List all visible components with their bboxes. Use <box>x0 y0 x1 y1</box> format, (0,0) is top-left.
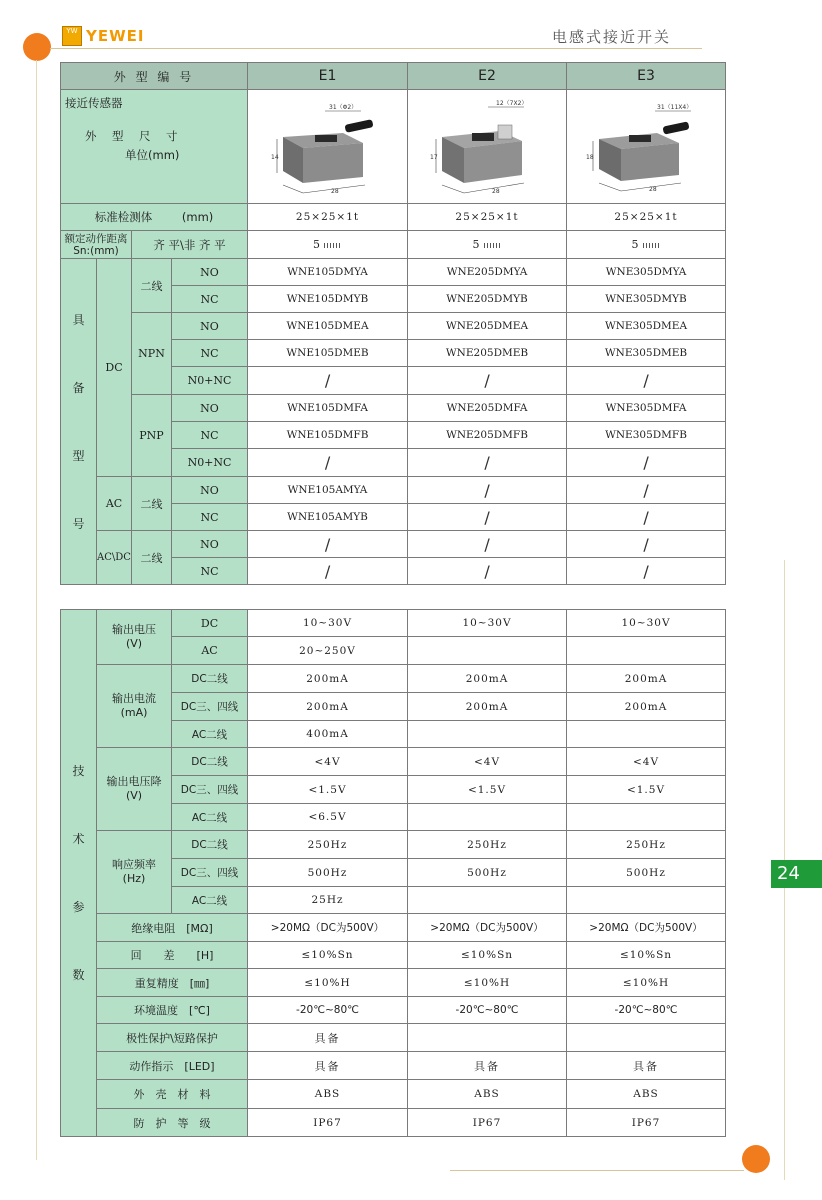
output-type: NC <box>172 286 248 313</box>
rated-distance-row <box>61 231 726 259</box>
output-type: NC <box>172 558 248 585</box>
value-cell: <1.5V <box>408 776 567 804</box>
model-cell: WNE105DMFB <box>248 422 408 449</box>
sensor-image-e2 <box>408 90 567 204</box>
model-cell: WNE205DMFA <box>408 395 567 422</box>
output-type: NO <box>172 477 248 504</box>
tech-spec-table <box>60 609 726 1137</box>
value-cell: <4V <box>408 748 567 776</box>
header-rule <box>50 48 702 49</box>
value-cell: <4V <box>567 748 726 776</box>
table-row <box>61 1052 726 1080</box>
model-cell: WNE305DMYB <box>567 286 726 313</box>
available-models-label <box>61 259 97 585</box>
std-object-e2: 25×25×1t <box>408 204 567 231</box>
value-cell: <1.5V <box>248 776 408 804</box>
std-object-e1: 25×25×1t <box>248 204 408 231</box>
value-cell: -20℃~80℃ <box>567 997 726 1024</box>
model-cell: WNE205DMYB <box>408 286 567 313</box>
model-table-header <box>61 63 726 90</box>
model-cell: / <box>567 504 726 531</box>
model-cell: WNE105AMYA <box>248 477 408 504</box>
col-header-e2: E2 <box>408 63 567 90</box>
model-cell: / <box>408 477 567 504</box>
model-cell: WNE305DMEA <box>567 313 726 340</box>
param-sub: AC二线 <box>172 887 248 914</box>
model-cell: WNE205DMEB <box>408 340 567 367</box>
value-cell <box>408 1024 567 1052</box>
param-sub: AC二线 <box>172 721 248 748</box>
side-char: 数 <box>72 968 85 982</box>
model-cell: / <box>567 558 726 585</box>
sensor-drawing-e1 <box>253 95 403 195</box>
value-cell: >20MΩ（DC为500V） <box>408 914 567 942</box>
table-row <box>61 1109 726 1137</box>
value-cell: 200mA <box>248 665 408 693</box>
dim-bottom-e1: 28 <box>330 188 339 195</box>
value-cell: 20~250V <box>248 637 408 665</box>
value-cell: 具备 <box>248 1052 408 1080</box>
side-char: 号 <box>72 516 85 531</box>
group-ac: AC <box>97 477 132 531</box>
dimension-label: 外 型 尺 寸 <box>85 129 180 143</box>
value-cell: 500Hz <box>408 859 567 887</box>
sensor-label-cell <box>61 90 248 204</box>
sensing-face-icon <box>484 243 502 248</box>
std-object-row <box>61 204 726 231</box>
value-cell <box>567 721 726 748</box>
side-char: 术 <box>72 832 85 846</box>
model-cell: / <box>408 531 567 558</box>
table-row <box>61 313 726 340</box>
side-char: 具 <box>72 312 85 327</box>
table-row <box>61 610 726 637</box>
value-cell: ≤10%H <box>567 969 726 997</box>
model-cell: / <box>408 558 567 585</box>
model-cell: / <box>408 504 567 531</box>
dim-side-e2: 17 <box>430 154 438 161</box>
value-cell <box>567 637 726 665</box>
sensor-image-e3 <box>567 90 726 204</box>
value-cell: >20MΩ（DC为500V） <box>248 914 408 942</box>
model-cell: WNE305DMFB <box>567 422 726 449</box>
value-cell: 250Hz <box>567 831 726 859</box>
value-cell: ≤10%H <box>408 969 567 997</box>
table-row <box>61 748 726 776</box>
value-cell: ≤10%H <box>248 969 408 997</box>
param-sub: DC三、四线 <box>172 776 248 804</box>
value-cell: IP67 <box>567 1109 726 1137</box>
model-cell: / <box>567 477 726 504</box>
table-row <box>61 531 726 558</box>
value-cell: 500Hz <box>248 859 408 887</box>
group-npn: NPN <box>132 313 172 395</box>
group-acdc-two-wire: 二线 <box>132 531 172 585</box>
param-label: 环境温度 [℃] <box>97 997 248 1024</box>
model-cell: WNE305DMFA <box>567 395 726 422</box>
group-dc: DC <box>97 259 132 477</box>
side-char: 备 <box>72 380 85 395</box>
brand-logo-mark: YW <box>62 26 82 46</box>
model-table <box>60 62 726 585</box>
model-cell: / <box>567 531 726 558</box>
param-sub: DC三、四线 <box>172 693 248 721</box>
output-type: NC <box>172 422 248 449</box>
model-cell: WNE305DMYA <box>567 259 726 286</box>
std-object-unit: (mm) <box>181 210 214 224</box>
model-cell: WNE305DMEB <box>567 340 726 367</box>
param-name: 响应频率 <box>112 858 156 871</box>
model-cell: / <box>248 449 408 477</box>
value-cell: 400mA <box>248 721 408 748</box>
output-type: NO <box>172 531 248 558</box>
output-type: N0+NC <box>172 367 248 395</box>
value-cell: 500Hz <box>567 859 726 887</box>
output-type: NO <box>172 259 248 286</box>
value-cell <box>408 887 567 914</box>
value-cell: ≤10%Sn <box>408 942 567 969</box>
std-object-e3: 25×25×1t <box>567 204 726 231</box>
value-cell: 具备 <box>408 1052 567 1080</box>
output-type: NO <box>172 313 248 340</box>
value-cell: <4V <box>248 748 408 776</box>
sensor-image-row <box>61 90 726 204</box>
model-cell: / <box>408 449 567 477</box>
col-header-e1: E1 <box>248 63 408 90</box>
param-label: 重复精度 [㎜] <box>97 969 248 997</box>
dim-side-e3: 18 <box>586 154 594 161</box>
mount-type-label: 齐 平\非 齐 平 <box>132 231 248 259</box>
param-sub: AC二线 <box>172 804 248 831</box>
param-unit: (V) <box>125 637 143 650</box>
model-cell: WNE205DMFB <box>408 422 567 449</box>
rated-distance-text: 额定动作距离 <box>64 232 128 245</box>
dim-bottom-e3: 28 <box>649 186 657 193</box>
param-label: 绝缘电阻 [MΩ] <box>97 914 248 942</box>
output-type: NO <box>172 395 248 422</box>
param-label: 动作指示 [LED] <box>97 1052 248 1080</box>
model-cell: / <box>248 558 408 585</box>
brand-name: YEWEI <box>86 27 145 45</box>
sensing-face-icon <box>324 243 342 248</box>
value-cell: 250Hz <box>408 831 567 859</box>
table-row <box>61 395 726 422</box>
table-row <box>61 831 726 859</box>
value-cell: IP67 <box>408 1109 567 1137</box>
model-cell: / <box>567 449 726 477</box>
sensing-face-icon <box>643 243 661 248</box>
value-cell <box>567 804 726 831</box>
param-sub: DC <box>172 610 248 637</box>
model-cell: WNE105DMEB <box>248 340 408 367</box>
value-cell: 200mA <box>408 665 567 693</box>
value-cell: ABS <box>248 1080 408 1109</box>
response-frequency-label <box>97 831 172 914</box>
value-cell: <6.5V <box>248 804 408 831</box>
model-cell: WNE105DMEA <box>248 313 408 340</box>
param-sub: DC二线 <box>172 665 248 693</box>
value-cell: 25Hz <box>248 887 408 914</box>
value-cell: 200mA <box>248 693 408 721</box>
std-object-label <box>61 204 248 231</box>
col-header-e3: E3 <box>567 63 726 90</box>
value-cell: <1.5V <box>567 776 726 804</box>
model-cell: / <box>248 531 408 558</box>
dim-side-e1: 14 <box>270 154 279 161</box>
unit-label: 单位(mm) <box>125 148 180 162</box>
table-row <box>61 259 726 286</box>
value-cell: 200mA <box>567 665 726 693</box>
rated-distance-e1 <box>248 231 408 259</box>
sensor-drawing-e3 <box>571 95 721 195</box>
param-label: 外 壳 材 料 <box>97 1080 248 1109</box>
value-cell: 10~30V <box>567 610 726 637</box>
page-number-tab: 24 <box>771 860 822 888</box>
output-type: NC <box>172 504 248 531</box>
param-unit: (Hz) <box>122 872 146 885</box>
dim-top-e1: 31（Φ2） <box>328 104 357 111</box>
orange-dot-decoration-bottom <box>742 1145 770 1173</box>
value-cell <box>408 637 567 665</box>
param-unit: (mA) <box>120 706 148 719</box>
value-cell <box>567 1024 726 1052</box>
param-name: 输出电压降 <box>106 775 162 788</box>
table-row <box>61 1080 726 1109</box>
value-cell: ≤10%Sn <box>248 942 408 969</box>
value-cell <box>567 887 726 914</box>
param-label: 防 护 等 级 <box>97 1109 248 1137</box>
sensor-drawing-e2 <box>412 95 562 195</box>
model-cell: WNE105AMYB <box>248 504 408 531</box>
model-cell: WNE105DMFA <box>248 395 408 422</box>
table-row <box>61 997 726 1024</box>
tech-params-label <box>61 610 97 1137</box>
rated-value-e2: 5 <box>472 238 480 251</box>
rated-distance-label <box>61 231 132 259</box>
value-cell: -20℃~80℃ <box>408 997 567 1024</box>
sensor-image-e1 <box>248 90 408 204</box>
param-unit: (V) <box>125 789 143 802</box>
group-ac-two-wire: 二线 <box>132 477 172 531</box>
dim-top-e2: 12（7X2） <box>496 100 528 107</box>
dim-bottom-e2: 28 <box>492 188 500 195</box>
table-row <box>61 477 726 504</box>
param-name: 输出电流 <box>112 692 156 705</box>
group-dc-two-wire: 二线 <box>132 259 172 313</box>
value-cell <box>408 721 567 748</box>
table-row <box>61 969 726 997</box>
rated-distance-unit: Sn:(mm) <box>73 244 119 257</box>
param-label: 回 差 [H] <box>97 942 248 969</box>
value-cell: 200mA <box>567 693 726 721</box>
param-sub: DC二线 <box>172 748 248 776</box>
std-object-text: 标准检测体 <box>94 210 153 224</box>
value-cell: -20℃~80℃ <box>248 997 408 1024</box>
value-cell: 10~30V <box>408 610 567 637</box>
model-cell: / <box>567 367 726 395</box>
param-name: 输出电压 <box>112 623 156 636</box>
header-label: 外 型 编 号 <box>61 63 248 90</box>
rated-value-e3: 5 <box>631 238 639 251</box>
group-acdc: AC\DC <box>97 531 132 585</box>
output-type: N0+NC <box>172 449 248 477</box>
model-cell: / <box>408 367 567 395</box>
param-sub: AC <box>172 637 248 665</box>
value-cell: >20MΩ（DC为500V） <box>567 914 726 942</box>
value-cell: 具备 <box>567 1052 726 1080</box>
value-cell <box>408 804 567 831</box>
rated-distance-e2 <box>408 231 567 259</box>
value-cell: ABS <box>567 1080 726 1109</box>
rated-value-e1: 5 <box>313 238 321 251</box>
page-title: 电感式接近开关 <box>552 28 672 46</box>
output-voltage-label <box>97 610 172 665</box>
left-margin-rule <box>36 60 37 1160</box>
value-cell: 250Hz <box>248 831 408 859</box>
value-cell: IP67 <box>248 1109 408 1137</box>
table-row <box>61 914 726 942</box>
param-sub: DC二线 <box>172 831 248 859</box>
voltage-drop-label <box>97 748 172 831</box>
sensor-label: 接近传感器 <box>65 96 123 110</box>
table-row <box>61 942 726 969</box>
value-cell: 10~30V <box>248 610 408 637</box>
rated-distance-e3 <box>567 231 726 259</box>
side-char: 型 <box>72 448 85 463</box>
output-current-label <box>97 665 172 748</box>
model-cell: WNE205DMYA <box>408 259 567 286</box>
output-type: NC <box>172 340 248 367</box>
dim-top-e3: 31（11X4） <box>657 104 693 111</box>
side-char: 技 <box>72 764 85 778</box>
footer-rule <box>450 1170 744 1171</box>
side-char: 参 <box>72 900 85 914</box>
group-pnp: PNP <box>132 395 172 477</box>
param-sub: DC三、四线 <box>172 859 248 887</box>
orange-dot-decoration <box>23 33 51 61</box>
model-cell: / <box>248 367 408 395</box>
value-cell: 具备 <box>248 1024 408 1052</box>
param-label: 极性保护\短路保护 <box>97 1024 248 1052</box>
value-cell: ABS <box>408 1080 567 1109</box>
model-cell: WNE105DMYA <box>248 259 408 286</box>
model-cell: WNE205DMEA <box>408 313 567 340</box>
table-row <box>61 1024 726 1052</box>
model-cell: WNE105DMYB <box>248 286 408 313</box>
table-row <box>61 665 726 693</box>
value-cell: 200mA <box>408 693 567 721</box>
value-cell: ≤10%Sn <box>567 942 726 969</box>
